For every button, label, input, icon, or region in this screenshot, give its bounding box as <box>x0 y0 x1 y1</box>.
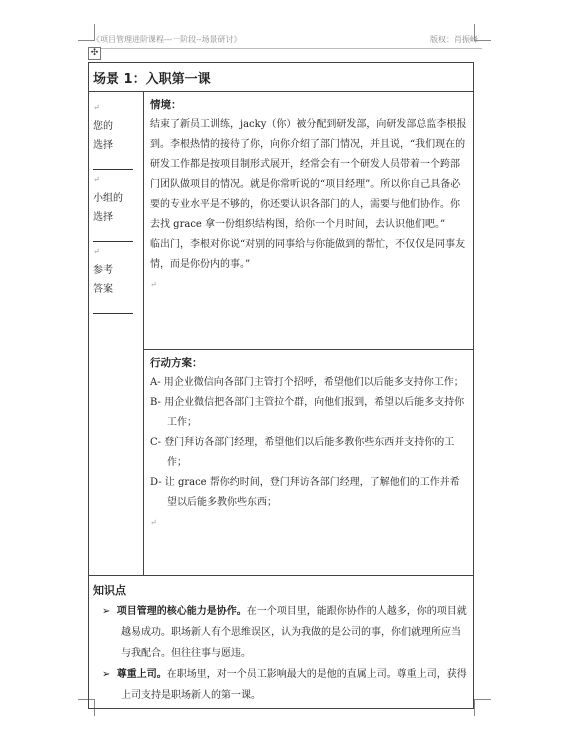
action-option-b: B- 用企业微信把各部门主管拉个群，向他们报到，希望以后能多支持你工作； <box>150 397 465 428</box>
action-option-a: A- 用企业微信向各部门主管打个招呼，希望他们以后能多支持你工作； <box>150 377 464 388</box>
knowledge-point-1-bold: 项目管理的核心能力是协作。 <box>116 606 247 617</box>
page-header <box>92 34 482 49</box>
knowledge-point-1-text: 在一个项目里，能跟你协作的人越多，你的项目就越易成功。职场新人有个思维误区，认为我做的是公司的事，你们就理所应当与我配合。但往往事与愿违。 <box>121 606 467 659</box>
situation-cell: 情境： 结束了新员工训练，jacky（你）被分配到研发部，向研发部总监李根报到。李根热情的接待了你，向你介绍了部门情况，并且说，“我们现在的研发工作都是按项目制形式展开，经常会有一个研发人员带着一个跨部门团队做项目的情况。就是你常听说的“项目经理”。所以你自己具备必要的专业水平是不够的，你还要认识各部门的人，需要与他们协作。你去找 grace 拿一份组织结构图，给你一个月时间，去认识他们吧。” 临出门，李根对你说“对别的同事给与你能做到的帮忙，不仅仅是同事友情，而是你份内的事。” ↵ <box>144 92 474 350</box>
situation-paragraph-1: 结束了新员工训练，jacky（你）被分配到研发部，向研发部总监李根报到。李根热情的接待了你，向你介绍了部门情况，并且说，“我们现在的研发工作都是按项目制形式展开，经常会有一个研发人员带着一个跨部门团队做项目的情况。就是你常听说的“项目经理”。所以你自己具备必要的专业水平是不够的，你还要认识各部门的人，需要与他们协作。你去找 grace 拿一份组织结构图，给你一个月时间，去认识他们吧。” <box>150 119 467 230</box>
knowledge-cell <box>89 576 474 709</box>
knowledge-heading: 知识点 <box>93 584 126 597</box>
bullet-arrow-icon: ➢ <box>102 669 111 680</box>
table-move-handle-icon[interactable]: ✣ <box>88 47 101 60</box>
knowledge-point-2 <box>93 664 467 706</box>
reference-answer-label-1: 参考 <box>93 265 113 276</box>
your-choice-label-1: 您的 <box>93 121 113 132</box>
knowledge-point-2-text: 在职场里，对一个员工影响最大的是他的直属上司。尊重上司，获得上司支持是职场新人的第一课。 <box>121 669 467 701</box>
group-choice-label-1: 小组的 <box>93 193 123 204</box>
title-cell <box>89 63 474 92</box>
scenario-table <box>88 62 474 709</box>
knowledge-point-1 <box>93 601 467 664</box>
choice-sidebar: ↵ 您的 选择 ↵ 小组的 选择 ↵ 参考 答案 <box>89 92 144 576</box>
reference-answer-line[interactable] <box>93 313 133 314</box>
situation-heading: 情境： <box>150 99 182 111</box>
group-choice-label-2: 选择 <box>93 212 113 223</box>
situation-paragraph-2: 临出门，李根对你说“对别的同事给与你能做到的帮忙，不仅仅是同事友情，而是你份内的事。” <box>150 239 466 270</box>
crop-mark-bottom-right <box>474 699 491 716</box>
actions-heading: 行动方案： <box>150 357 203 369</box>
knowledge-point-2-bold: 尊重上司。 <box>116 669 167 680</box>
header-right-text: 版权：肖振峰 <box>430 35 478 44</box>
header-left-text: 《项目管理进阶课程---一阶段--场景研讨》 <box>92 35 242 44</box>
bullet-arrow-icon: ➢ <box>102 606 111 617</box>
action-option-d: D- 让 grace 帮你约时间，登门拜访各部门经理，了解他们的工作并希望以后能多教你些东西； <box>150 477 460 508</box>
scenario-title: 场景 1：入职第一课 <box>93 72 211 87</box>
actions-cell: 行动方案： A- 用企业微信向各部门主管打个招呼，希望他们以后能多支持你工作； B- 用企业微信把各部门主管拉个群，向他们报到，希望以后能多支持你工作； C- 登门拜访各部门经理，希望他们以后能多教你些东西并支持你的工作； D- 让 grace 帮你约时间，登门拜访各部门经理，了解他们的工作并希望以后能多教你些东西； ↵ <box>144 350 474 576</box>
your-choice-label-2: 选择 <box>93 140 113 151</box>
action-option-c: C- 登门拜访各部门经理，希望他们以后能多教你些东西并支持你的工作； <box>150 437 455 468</box>
reference-answer-label-2: 答案 <box>93 284 113 295</box>
